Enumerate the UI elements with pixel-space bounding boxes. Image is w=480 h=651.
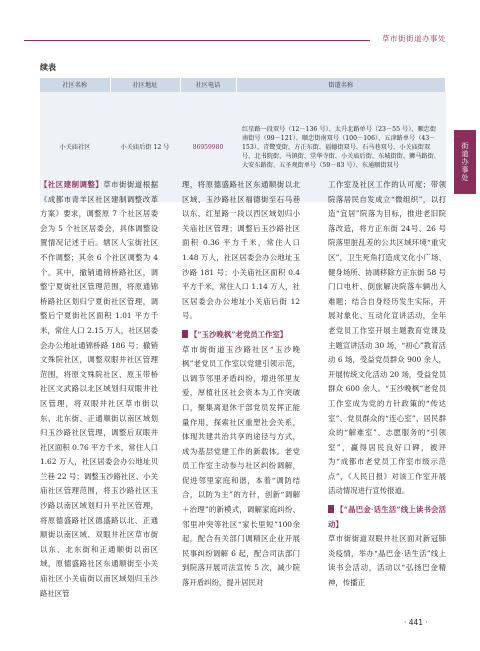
heading-bar-icon — [182, 330, 188, 338]
cell-community-phone: 86959980 — [180, 92, 236, 202]
side-section-tab: 街道办事处 — [454, 130, 476, 194]
header-rule — [24, 40, 370, 41]
heading-bar-icon — [328, 505, 334, 513]
table-header-address: 社区地址 — [110, 78, 180, 92]
header-section-title: 草市街街道办事处 — [382, 34, 446, 43]
table-header-streets: 街道名称 — [236, 78, 446, 92]
cell-community-name: 小关庙社区 — [40, 92, 110, 202]
table-header-row — [40, 78, 446, 92]
paragraph-reading-club: 草市街街道双眼井社区面对新冠肺炎疫情，举办“晶巴金·话生活”线上读书会活动，活动以“弘扬巴金精神，传播正 — [328, 534, 446, 588]
page-number: · 441 · — [404, 618, 428, 627]
table-header-phone: 社区电话 — [180, 78, 236, 92]
table-continued-label: 续表 — [40, 62, 56, 72]
cell-street-names: 红星路一段双号（12－136 号）、太升北路单号（23－55 号）、顺忠街南街号（99－121）、顺忠街南双号（100－106）、五津路单号（43－153）、青鹭变街、方正东街、福德街双号、石马巷双号、小关庙街双号、北书院街、马镇街、堂华寺街、小关庙后街、东城街街、狮马路街、大安东路街、五圣观街单号（59－83 号）、东通顺街双号 — [236, 92, 446, 202]
section-label-restructure: 【社区建制调整】 — [40, 180, 104, 189]
cell-community-address: 小关庙后街 12 号 — [110, 92, 180, 202]
paragraph-party-studio-cont: 工作室及社区工作的认可度；带领院落居民自发成立“微组织”，以打造“宜居”院落为目标，推进老旧院落改造，将方正东街 24号、26 号院落里脏乱差的公共区域环境“重灾区”，卫生死角打造成文化小广场、健身场所、协调移除方正东街 58 号门口电杆、倒旅解决院落车辆出入难题；结合自身经历发生实际，开展对象化、互动化宣讲活动，全年老党员工作室开展主题教育党课及主题宣讲活动 30 场，“初心”教育活动 6 场，受益党员群众 900 余人，开展传统文化活动 20 场，受益党员群众 600 余人。“玉沙晚枫”老党员工作室成为党的方针政策的“传达室”、党员群众的“连心室”、居民群众的“解难室”、志愿服务的“引领室”，赢得居民良好口碑，被评为“成都市老党员工作室市级示范点”，《人民日报》对该工作室开展活动情况进行宣传报道。 — [328, 180, 446, 496]
section-heading-party-studio: 【“玉沙晚枫”老党员工作室】 — [190, 329, 288, 339]
paragraph-restructure: 草市街街道根据《成都市青羊区社区建制调整改革方案》要求，调整原 7 个社区居委会为 5 个社区居委会，具体调整设置情况记述于后。辖区人宝街社区不作调整；其余 6 个社区调整为 4 个。其中，撤销通锦桥路社区，调整宁夏街社区管理范围，将原通锦桥路社区划归宁夏街社区管理，调整后宁夏街社区面积 1.01 平方千米，常住人口 2.15 万人，社区居委会办公地址通锦桥路 186 号；撤销文殊院社区，调整双眼井社区管理范围，将原文殊院社区、原玉带桥社区文武路以北区域划归双眼井社区管理，将双眼井社区草市街以东、北东街、正通顺街以南区域划归玉沙路社区管理，调整后双眼井社区面积 0.76 平方千米，常住人口 1.62 万人，社区居委会办公地址贝兰巷 22 号；调整玉沙路社区、小关庙社区管理范围，将玉沙路社区玉沙路以南区域划归升平社区管理，将原德盛路社区德盛路以北、正通顺街以南区域、双眼井社区草市街以东、北东街和正通顺街以南区域，原德盛路社区东通顺街至小关庙社区小关庙街以南区域划归玉沙路社区管 — [40, 180, 158, 598]
paragraph-restructure-cont: 理，将原德盛路社区东通顺街以北区域、玉沙路社区福德街至石马巷以东、红星路一段以西区域划归小关庙社区管理；调整后玉沙路社区面积 0.36 平方千米，常住人口 1.48 万人，社区居委会办公地址玉沙路 181 号；小关庙社区面积 0.4 平方千米，常住人口 1.14 万人，社区居委会办公地址小关庙后街 12 号。 — [182, 180, 300, 321]
page-header — [0, 0, 480, 56]
text-column-1 — [40, 178, 158, 601]
section-heading-reading-club: 【“晶巴金·话生活”线上读书会活动】 — [328, 505, 446, 529]
table-header-name: 社区名称 — [40, 78, 110, 92]
text-column-2 — [182, 178, 300, 591]
paragraph-party-studio: 草市街街道玉沙路社区“玉沙晚枫”老党员工作室以党建引领示范，以调节邻里矛盾纠纷，增进邻里友爱，厚植社区社会资本为工作突破口，聚集离退休干部党员发挥正能量作用，探索社区重塑社会关系，体现共建共治共享的途径与方式，成为基层党建工作的新载体。老党员工作室主动参与社区纠纷调解，促进邻里家庭和谐，本着“调防结合，以防为主”的方针，创新“调解＋治理”的新模式，调解家庭纠纷、邻里冲突等社区“家长里短”100余起。配合有关部门调精区企业开展民事纠纷调解 6 起，配合司法部门到院落开展司法宣传 5 次，减少院落开盾纠纷，提升居民对 — [182, 344, 300, 588]
text-column-3 — [328, 178, 446, 591]
